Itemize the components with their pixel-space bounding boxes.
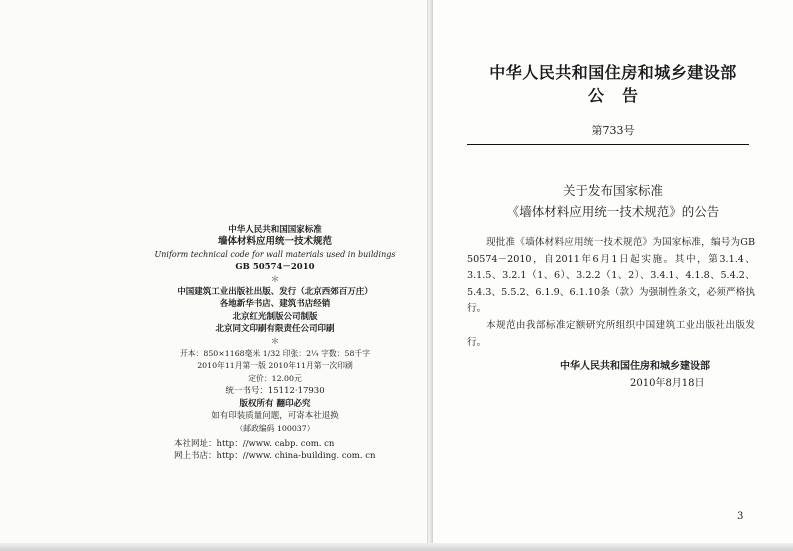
body-paragraph-publication: 本规范由我部标准定额研究所组织中国建筑工业出版社出版发行。 <box>467 319 755 348</box>
colophon-publisher: 中国建筑工业出版社出版、发行（北京西郊百万庄） <box>177 287 373 298</box>
page-number: 3 <box>737 511 744 522</box>
colophon-online-store: 网上书店：http：//www. china-building. com. cn <box>174 451 376 462</box>
colophon-return-note: 如有印装质量问题，可寄本社退换 <box>211 411 339 422</box>
colophon-postcode: （邮政编码 100037） <box>235 423 315 433</box>
colophon-standard-type: 中华人民共和国国家标准 <box>228 225 322 235</box>
issuer-heading: 中华人民共和国住房和城乡建设部 <box>489 63 737 82</box>
document-type-heading: 公告 <box>587 86 656 105</box>
colophon-format: 开本：850×1168毫米 1/32 印张：2¼ 字数：58千字 <box>180 349 370 359</box>
colophon-standard-title: 墙体材料应用统一技术规范 <box>217 236 332 248</box>
announcement-title-line1: 关于发布国家标准 <box>562 183 663 198</box>
colophon-edition: 2010年11月第一版 2010年11月第一次印刷 <box>197 361 353 371</box>
colophon-plate-maker: 北京红光制版公司制版 <box>232 311 318 322</box>
colophon-price: 定价：12.00元 <box>248 373 302 383</box>
page-bottom-edge <box>0 543 793 551</box>
announcement-title-line2: 《墙体材料应用统一技术规范》的公告 <box>506 204 720 219</box>
heading-divider <box>467 144 749 145</box>
colophon-website: 本社网址：http：//www. cabp. com. cn <box>174 438 335 449</box>
colophon-standard-code: GB 50574－2010 <box>235 262 315 273</box>
colophon-copyright: 版权所有 翻印必究 <box>239 398 311 409</box>
colophon-book-number: 统一书号：15112·17930 <box>225 386 325 397</box>
announcement-body <box>467 235 755 351</box>
body-paragraph-approval: 现批准《墙体材料应用统一技术规范》为国家标准，编号为GB 50574－2010，自2011年6月1日起实施。其中，第3.1.4、3.1.5、3.2.1（1、6）、3.2.2（1、2）、3.4.1、4.1.8、5.4.2、5.4.3、5.5.2、6.1.9、6.1.10条（款）为强制性条文，必须严格执行。 <box>467 237 755 315</box>
colophon-distributor: 各地新华书店、建筑书店经销 <box>219 299 331 310</box>
colophon <box>130 224 420 463</box>
colophon-english-title: Uniform technical code for wall materials used in buildings <box>154 249 396 259</box>
colophon-separator: ＊ <box>270 336 280 347</box>
colophon-separator: ＊ <box>270 274 280 285</box>
announcement-number: 第733号 <box>591 124 635 137</box>
signature-issuer: 中华人民共和国住房和城乡建设部 <box>560 361 710 372</box>
signature-date: 2010年8月18日 <box>630 378 705 389</box>
colophon-printer: 北京同文印刷有限责任公司印刷 <box>215 324 335 335</box>
